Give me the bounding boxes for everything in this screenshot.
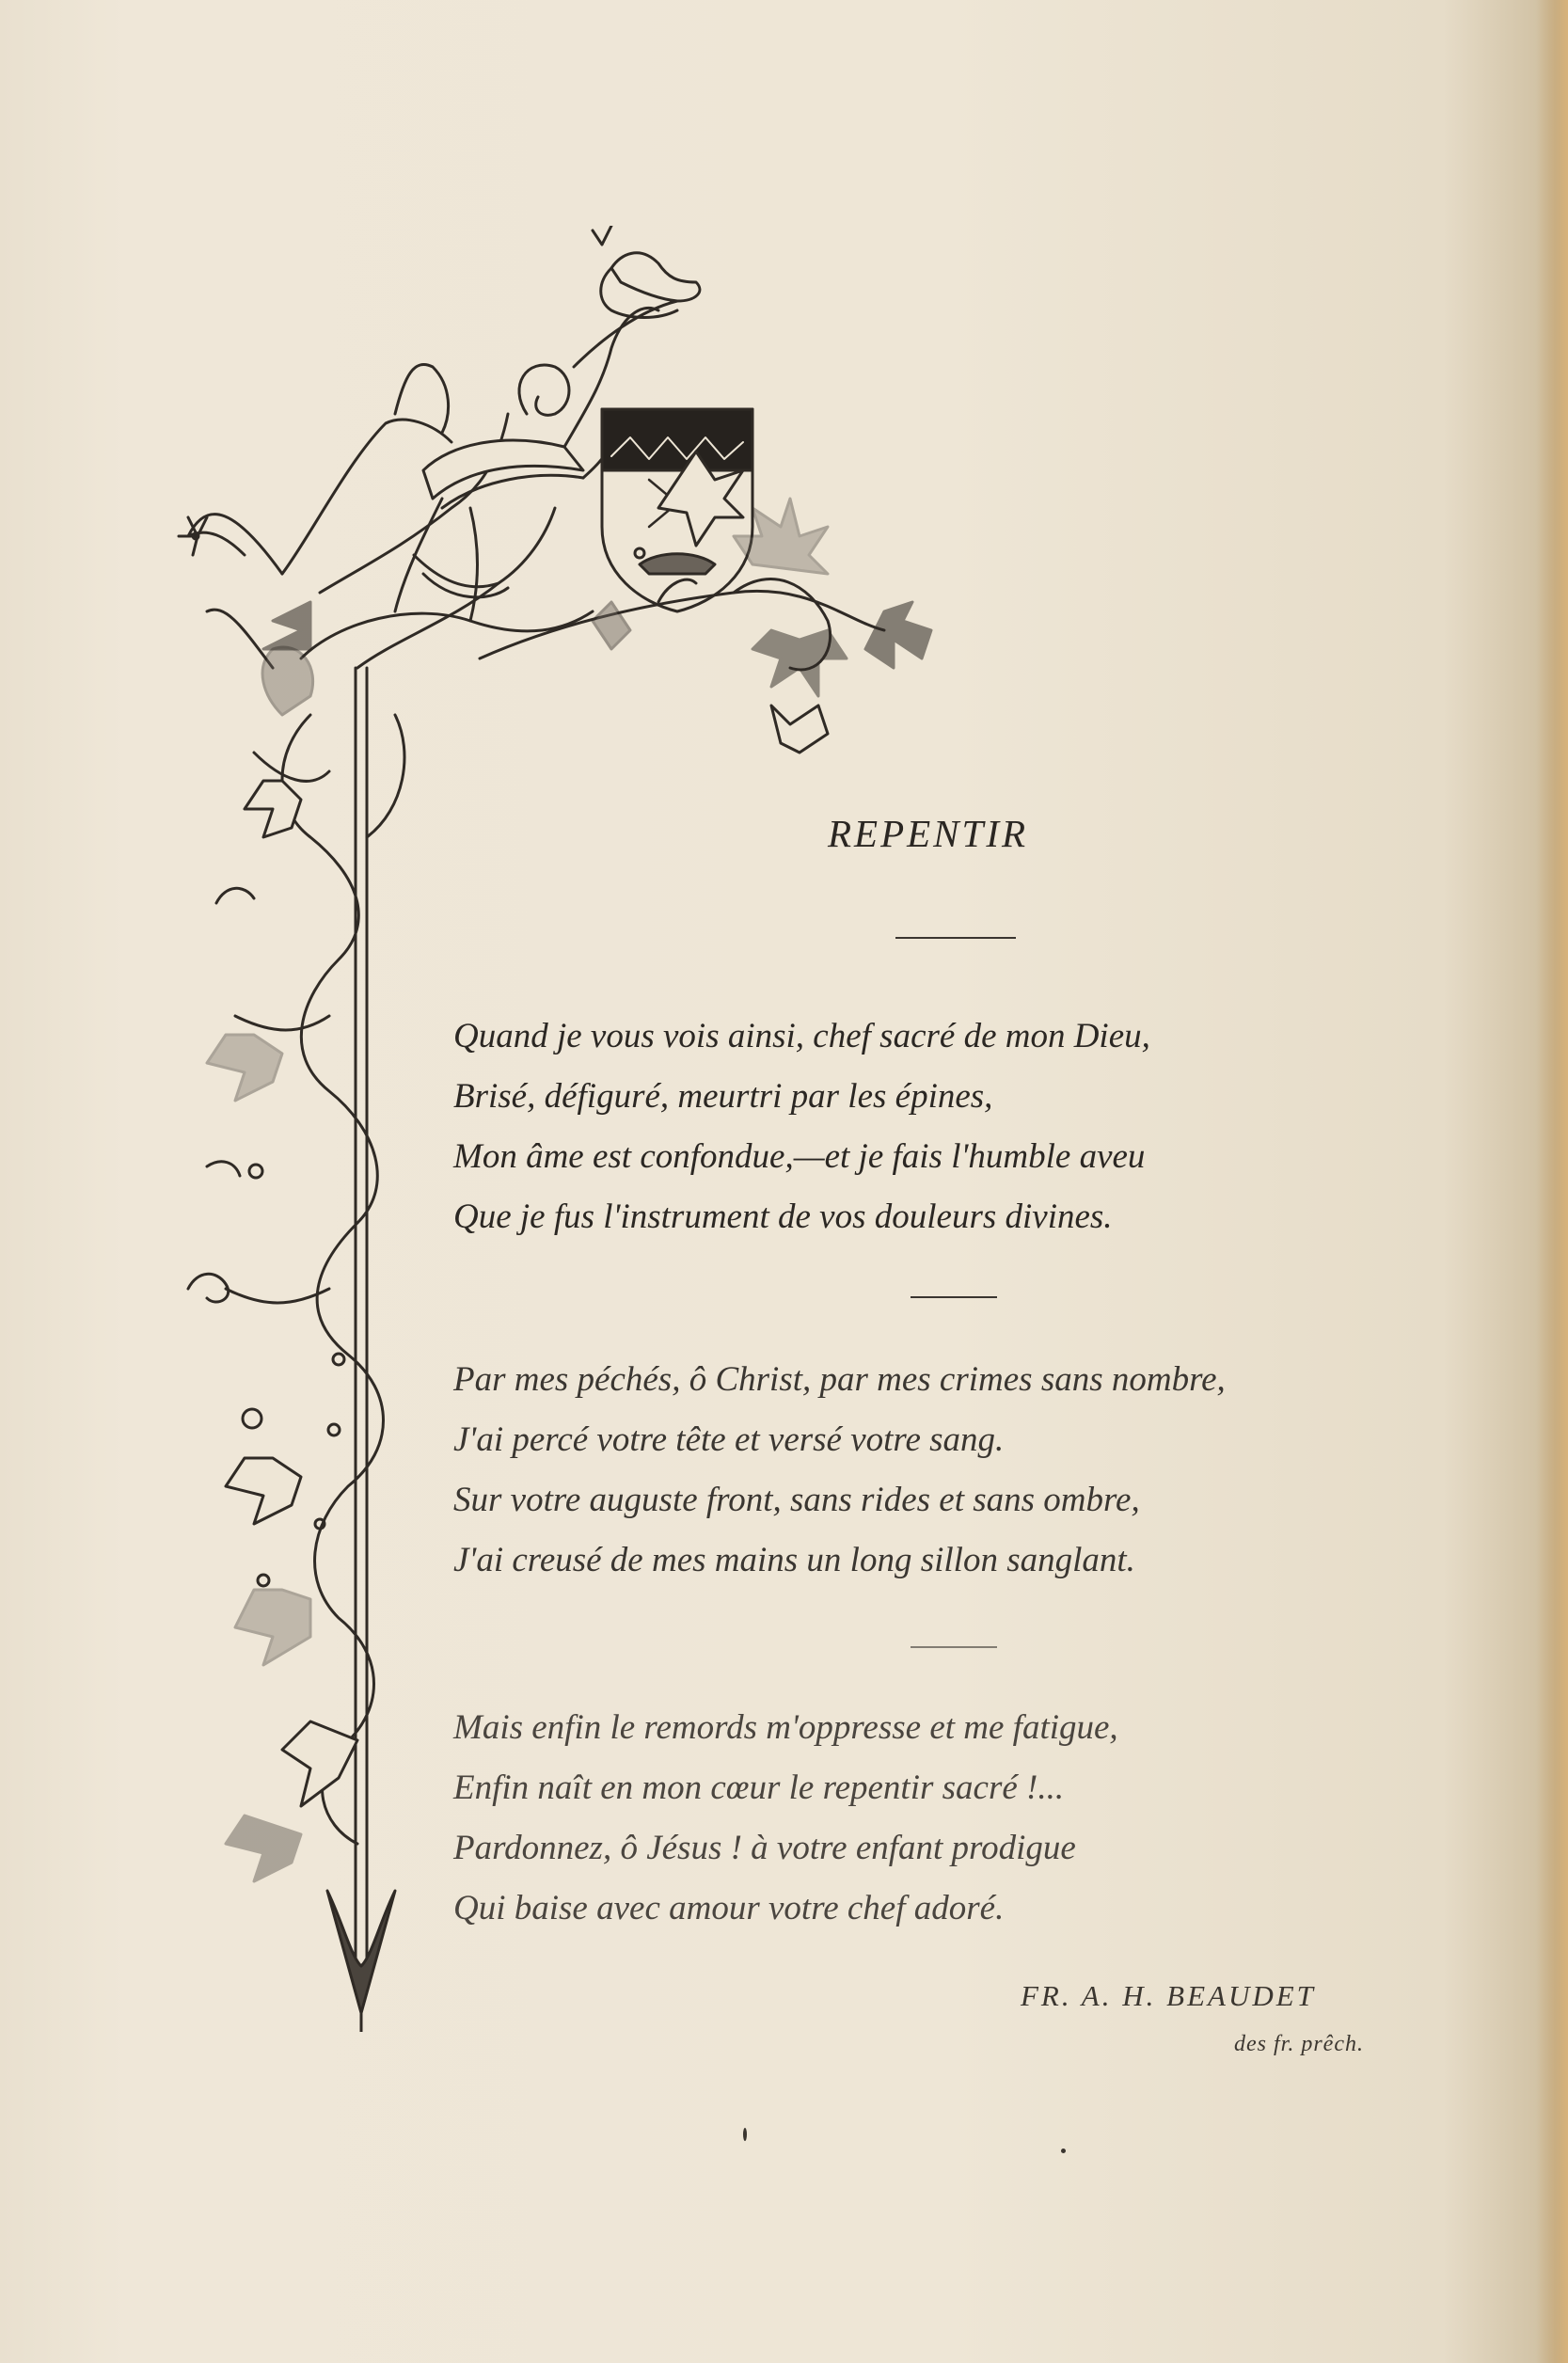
lamb-icon	[640, 554, 715, 574]
ink-speck	[743, 2128, 747, 2141]
author-order: des fr. prêch.	[1234, 2032, 1364, 2056]
dragon-head-icon	[593, 226, 700, 318]
verse-line: Que je fus l'instrument de vos douleurs divines.	[453, 1197, 1113, 1236]
verse-line: Sur votre auguste front, sans rides et sans ombre,	[453, 1481, 1140, 1519]
title-rule	[895, 937, 1016, 939]
verse-line: Pardonnez, ô Jésus ! à votre enfant prodigue	[453, 1829, 1076, 1867]
verse-line: Enfin naît en mon cœur le repentir sacré !...	[453, 1768, 1065, 1807]
ivy-vine-icon-left	[188, 715, 404, 1881]
verse-line: J'ai percé votre tête et versé votre sang.	[453, 1420, 1005, 1459]
stanza-1	[453, 1007, 1526, 1247]
stanza-divider	[911, 1646, 997, 1648]
ink-speck	[1061, 2149, 1066, 2153]
author-name: FR. A. H. BEAUDET	[1021, 1979, 1316, 2012]
verse-line: Mais enfin le remords m'oppresse et me fatigue,	[453, 1708, 1118, 1747]
verse-line: Brisé, défiguré, meurtri par les épines,	[453, 1077, 993, 1116]
poem-title: REPENTIR	[828, 812, 1029, 855]
verse-line: Mon âme est confondue,—et je fais l'humble aveu	[453, 1137, 1146, 1176]
verse-line: J'ai creusé de mes mains un long sillon sanglant.	[453, 1541, 1135, 1579]
verse-line: Quand je vous vois ainsi, chef sacré de mon Dieu,	[453, 1017, 1150, 1055]
verse-line: Qui baise avec amour votre chef adoré.	[453, 1889, 1005, 1927]
stanza-divider	[911, 1296, 997, 1298]
stanza-2	[453, 1350, 1526, 1591]
dragon-icon	[179, 364, 593, 715]
page-edge	[1536, 0, 1568, 2363]
verse-line: Par mes péchés, ô Christ, par mes crimes sans nombre,	[453, 1360, 1226, 1399]
stanza-3	[453, 1698, 1526, 1939]
